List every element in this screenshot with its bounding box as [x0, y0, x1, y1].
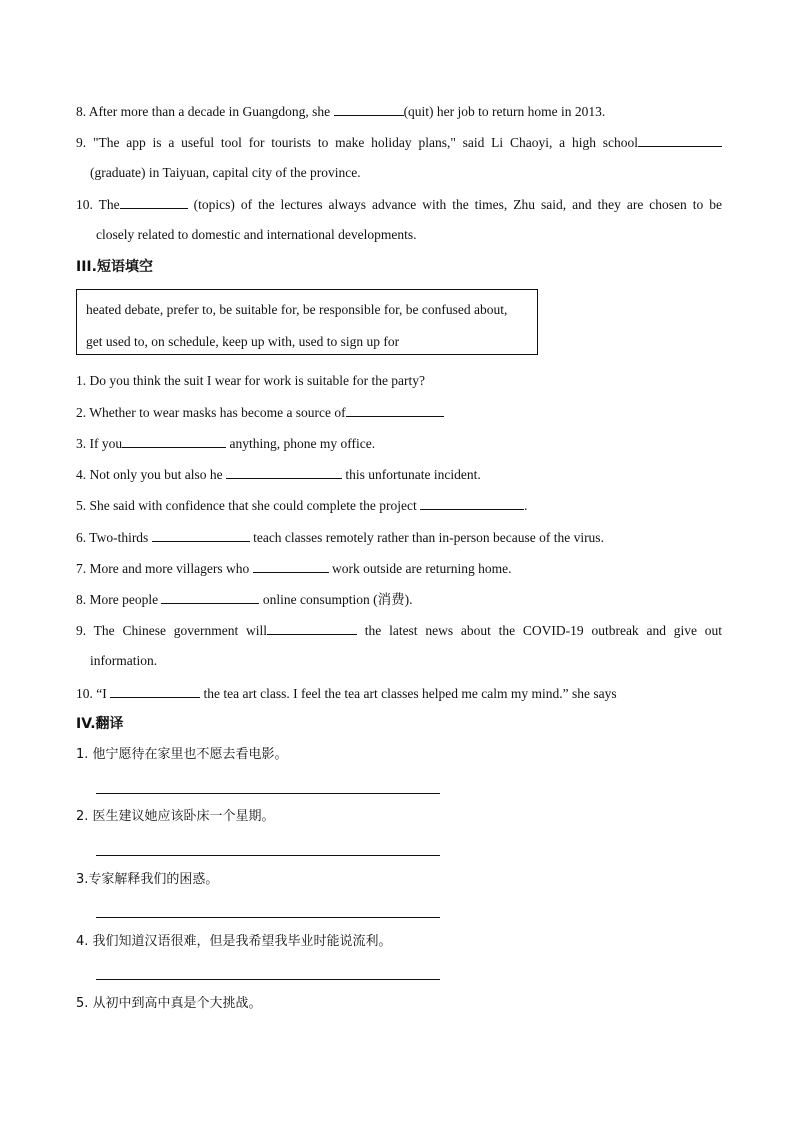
answer-blank[interactable]: [638, 134, 722, 147]
answer-blank[interactable]: [226, 466, 342, 479]
translation-answer-line[interactable]: [96, 793, 440, 794]
translation-answer-line[interactable]: [96, 979, 440, 980]
question-9-cont: (graduate) in Taiyuan, capital city of the province.: [90, 165, 361, 180]
phrase-question-9: 9. The Chinese government will the latest news about the COVID-19 outbreak and give out: [76, 623, 723, 638]
phrase-question-6: 6. Two-thirds teach classes remotely rather than in-person because of the virus.: [76, 530, 604, 545]
translation-answer-line[interactable]: [96, 855, 440, 856]
section-heading-translation: IV.翻译: [76, 716, 124, 732]
answer-blank[interactable]: [267, 622, 357, 635]
phrase-question-2: 2. Whether to wear masks has become a source of: [76, 404, 444, 421]
question-10-cont: closely related to domestic and international developments.: [96, 227, 417, 242]
phrase-question-10: 10. “I the tea art class. I feel the tea art classes helped me calm my mind.” she says: [76, 686, 617, 701]
answer-blank[interactable]: [334, 103, 404, 116]
answer-blank[interactable]: [346, 404, 444, 417]
translation-question-3: 3.专家解释我们的困惑。: [76, 872, 219, 887]
word-bank-line-2: get used to, on schedule, keep up with, used to sign up for: [86, 334, 400, 349]
section-heading-phrases: III.短语填空: [76, 259, 153, 275]
answer-blank[interactable]: [110, 685, 200, 698]
answer-blank[interactable]: [161, 591, 259, 604]
phrase-question-9-cont: information.: [90, 653, 158, 668]
translation-question-5: 5. 从初中到高中真是个大挑战。: [76, 996, 262, 1011]
question-9: 9. "The app is a useful tool for tourists to make holiday plans," said Li Chaoyi, a high school: [76, 134, 722, 151]
phrase-question-7: 7. More and more villagers who work outside are returning home.: [76, 561, 512, 576]
question-8: 8. After more than a decade in Guangdong, she (quit) her job to return home in 2013.: [76, 104, 606, 119]
answer-blank[interactable]: [420, 497, 524, 510]
question-10: 10. The (topics) of the lectures always advance with the times, Zhu said, and they are chosen to be: [76, 197, 723, 212]
answer-blank[interactable]: [152, 529, 250, 542]
word-bank-line-1: heated debate, prefer to, be suitable for, be responsible for, be confused about,: [86, 302, 508, 317]
translation-answer-line[interactable]: [96, 917, 440, 918]
translation-question-4: 4. 我们知道汉语很难，但是我希望我毕业时能说流利。: [76, 934, 392, 949]
phrase-question-3: 3. If you anything, phone my office.: [76, 436, 376, 451]
phrase-question-8: 8. More people online consumption (消费).: [76, 592, 413, 607]
answer-blank[interactable]: [122, 435, 226, 448]
answer-blank[interactable]: [253, 560, 329, 573]
translation-question-2: 2. 医生建议她应该卧床一个星期。: [76, 809, 275, 824]
answer-blank[interactable]: [120, 196, 188, 209]
phrase-question-4: 4. Not only you but also he this unfortunate incident.: [76, 467, 481, 482]
word-bank-box: [76, 289, 538, 355]
phrase-question-1: 1. Do you think the suit I wear for work is suitable for the party?: [76, 373, 426, 388]
phrase-question-5: 5. She said with confidence that she could complete the project .: [76, 498, 528, 513]
translation-question-1: 1. 他宁愿待在家里也不愿去看电影。: [76, 747, 288, 762]
